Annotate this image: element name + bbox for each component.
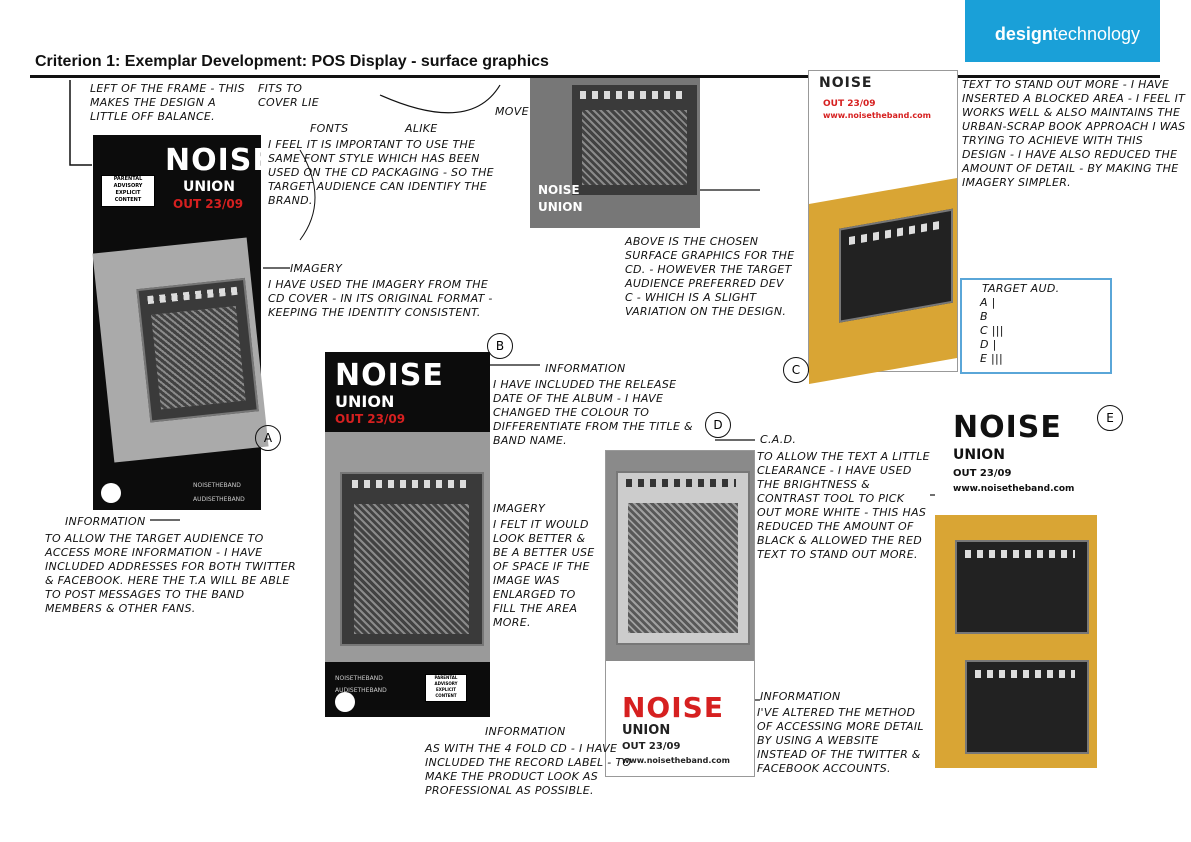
poster-a-photo xyxy=(92,237,268,462)
cd-grill xyxy=(582,110,687,185)
note-imagery: I HAVE USED THE IMAGERY FROM THE CD COVER - IN ITS ORIGINAL FORMAT - KEEPING THE IDENTITY CONSISTENT. xyxy=(268,278,493,319)
poster-a xyxy=(93,135,274,510)
poster-a-amp xyxy=(136,278,258,423)
note-imagery-b: I FELT IT WOULD LOOK BETTER & BE A BETTER USE OF SPACE IF THE IMAGE WAS ENLARGED TO FILL THE AREA MORE. xyxy=(493,518,595,629)
poster-b-union: UNION xyxy=(335,392,395,411)
note-alike-label: ALIKE xyxy=(405,122,438,135)
poster-a-band: NOISE xyxy=(165,143,274,178)
poster-d-union: UNION xyxy=(622,723,671,738)
poster-a-union: UNION xyxy=(183,179,235,195)
label-c: C xyxy=(783,357,809,383)
poster-a-facebook: AUDISETHEBAND xyxy=(193,496,245,503)
poster-b-facebook: AUDISETHEBAND xyxy=(335,687,387,694)
note-info-a-label: INFORMATION xyxy=(65,515,146,528)
poster-d-photo xyxy=(606,451,754,661)
poster-c-band: NOISE xyxy=(819,75,873,91)
ta-row-d: D | xyxy=(980,338,997,351)
label-d: D xyxy=(705,412,731,438)
note-info-a: TO ALLOW THE TARGET AUDIENCE TO ACCESS MORE INFORMATION - I HAVE INCLUDED ADDRESSES FOR BOTH TWITTER & FACEBOOK. HERE THE T.A WILL BE ABLE TO POST MESSAGES TO THE BAND MEMBERS & OTHER FANS. xyxy=(45,532,296,615)
poster-e-amp-1 xyxy=(955,540,1089,634)
cd-union: UNION xyxy=(538,200,583,214)
poster-a-knobs xyxy=(147,287,237,304)
poster-a-grill xyxy=(151,306,245,409)
note-top-left: LEFT OF THE FRAME - THIS MAKES THE DESIGN A LITTLE OFF BALANCE. xyxy=(90,82,245,123)
poster-e xyxy=(935,400,1097,768)
poster-b-amp xyxy=(340,472,484,646)
note-top-move: MOVE xyxy=(495,105,529,118)
ta-row-b: B xyxy=(980,310,988,323)
poster-d xyxy=(605,450,755,777)
poster-c-photo xyxy=(809,178,957,384)
note-cad-label: C.A.D. xyxy=(760,433,797,446)
target-audience-title: TARGET AUD. xyxy=(982,282,1060,295)
target-audience-box xyxy=(960,278,1112,374)
label-b: B xyxy=(487,333,513,359)
poster-d-web: www.noisetheband.com xyxy=(622,756,730,765)
poster-b-advisory: PARENTAL ADVISORY EXPLICIT CONTENT xyxy=(425,674,467,702)
poster-b-band: NOISE xyxy=(335,358,444,393)
poster-e-date: OUT 23/09 xyxy=(953,468,1012,479)
poster-a-advisory: PARENTAL ADVISORY EXPLICIT CONTENT xyxy=(101,175,155,207)
poster-e-union: UNION xyxy=(953,447,1005,463)
poster-b-photo xyxy=(325,432,490,662)
poster-a-label-logo xyxy=(101,483,121,503)
poster-a-twitter: NOISETHEBAND xyxy=(193,482,241,489)
note-chosen: ABOVE IS THE CHOSEN SURFACE GRAPHICS FOR THE CD. - HOWEVER THE TARGET AUDIENCE PREFERRED DEV C - WHICH IS A SLIGHT VARIATION ON THE DESIGN. xyxy=(625,235,795,318)
poster-e-web: www.noisetheband.com xyxy=(953,484,1075,494)
ta-row-a: A | xyxy=(980,296,996,309)
cd-cover-image xyxy=(530,78,700,228)
poster-e-amp-2 xyxy=(965,660,1089,754)
page-title: Criterion 1: Exemplar Development: POS Display - surface graphics xyxy=(35,53,549,70)
brand-regular-text: technology xyxy=(1052,24,1140,44)
ta-row-e: E ||| xyxy=(980,352,1004,365)
note-imagery-b-label: IMAGERY xyxy=(493,502,546,515)
note-right-top: TEXT TO STAND OUT MORE - I HAVE INSERTED A BLOCKED AREA - I FEEL IT WORKS WELL & ALSO MAINTAINS THE URBAN-SCRAP BOOK APPROACH I WAS TRYING TO ACHIEVE WITH THIS DESIGN - I HAVE ALSO REDUCED THE AMOUNT OF DETAIL - BY MAKING THE IMAGERY SIMPLER. xyxy=(962,78,1186,189)
cd-band: NOISE xyxy=(538,183,580,197)
note-font: I FEEL IT IS IMPORTANT TO USE THE SAME FONT STYLE WHICH HAS BEEN USED ON THE CD PACKAGING - SO THE TARGET AUDIENCE CAN IDENTIFY THE BRAND. xyxy=(268,138,494,207)
poster-d-amp xyxy=(616,471,750,645)
poster-b-label-logo xyxy=(335,692,355,712)
cd-amp xyxy=(570,83,699,197)
poster-c-web: www.noisetheband.com xyxy=(823,111,931,120)
cd-knobs xyxy=(580,91,685,99)
poster-d-knobs xyxy=(626,479,736,487)
note-imagery-label: IMAGERY xyxy=(290,262,343,275)
note-info-b-label: INFORMATION xyxy=(545,362,626,375)
poster-c-amp xyxy=(839,209,953,323)
poster-d-date: OUT 23/09 xyxy=(622,741,681,752)
note-info-b: I HAVE INCLUDED THE RELEASE DATE OF THE ALBUM - I HAVE CHANGED THE COLOUR TO DIFFERENTIATE FROM THE TITLE & BAND NAME. xyxy=(493,378,693,447)
poster-b xyxy=(325,352,490,717)
poster-c xyxy=(808,70,958,372)
note-info-d-label: INFORMATION xyxy=(760,690,841,703)
note-top-fits: FITS TO COVER LIE xyxy=(258,82,319,109)
poster-d-band: NOISE xyxy=(622,691,724,724)
poster-e-band: NOISE xyxy=(953,410,1062,445)
note-info-d: I'VE ALTERED THE METHOD OF ACCESSING MORE DETAIL BY USING A WEBSITE INSTEAD OF THE TWITTER & FACEBOOK ACCOUNTS. xyxy=(757,706,924,775)
poster-b-twitter: NOISETHEBAND xyxy=(335,675,383,682)
brand-bold-text: design xyxy=(994,24,1053,44)
note-font-label: FONTS xyxy=(310,122,349,135)
poster-c-knobs xyxy=(849,221,939,245)
note-info-c-label: INFORMATION xyxy=(485,725,566,738)
poster-b-date: OUT 23/09 xyxy=(335,412,406,426)
poster-c-date: OUT 23/09 xyxy=(823,99,876,109)
poster-b-knobs xyxy=(352,480,472,488)
poster-d-grill xyxy=(628,503,738,633)
ta-row-c: C ||| xyxy=(980,324,1004,337)
note-cad: TO ALLOW THE TEXT A LITTLE CLEARANCE - I HAVE USED THE BRIGHTNESS & CONTRAST TOOL TO PICK OUT MORE WHITE - THIS HAS REDUCED THE AMOUNT OF BLACK & ALLOWED THE RED TEXT TO STAND OUT MORE. xyxy=(757,450,930,561)
poster-e-knobs-1 xyxy=(965,550,1075,558)
poster-a-date: OUT 23/09 xyxy=(173,197,244,211)
poster-b-grill xyxy=(354,504,469,634)
poster-e-knobs-2 xyxy=(975,670,1075,678)
label-e: E xyxy=(1097,405,1123,431)
note-info-c: AS WITH THE 4 FOLD CD - I HAVE INCLUDED THE RECORD LABEL - TO MAKE THE PRODUCT LOOK AS PROFESSIONAL AS POSSIBLE. xyxy=(425,742,632,797)
label-a: A xyxy=(255,425,281,451)
